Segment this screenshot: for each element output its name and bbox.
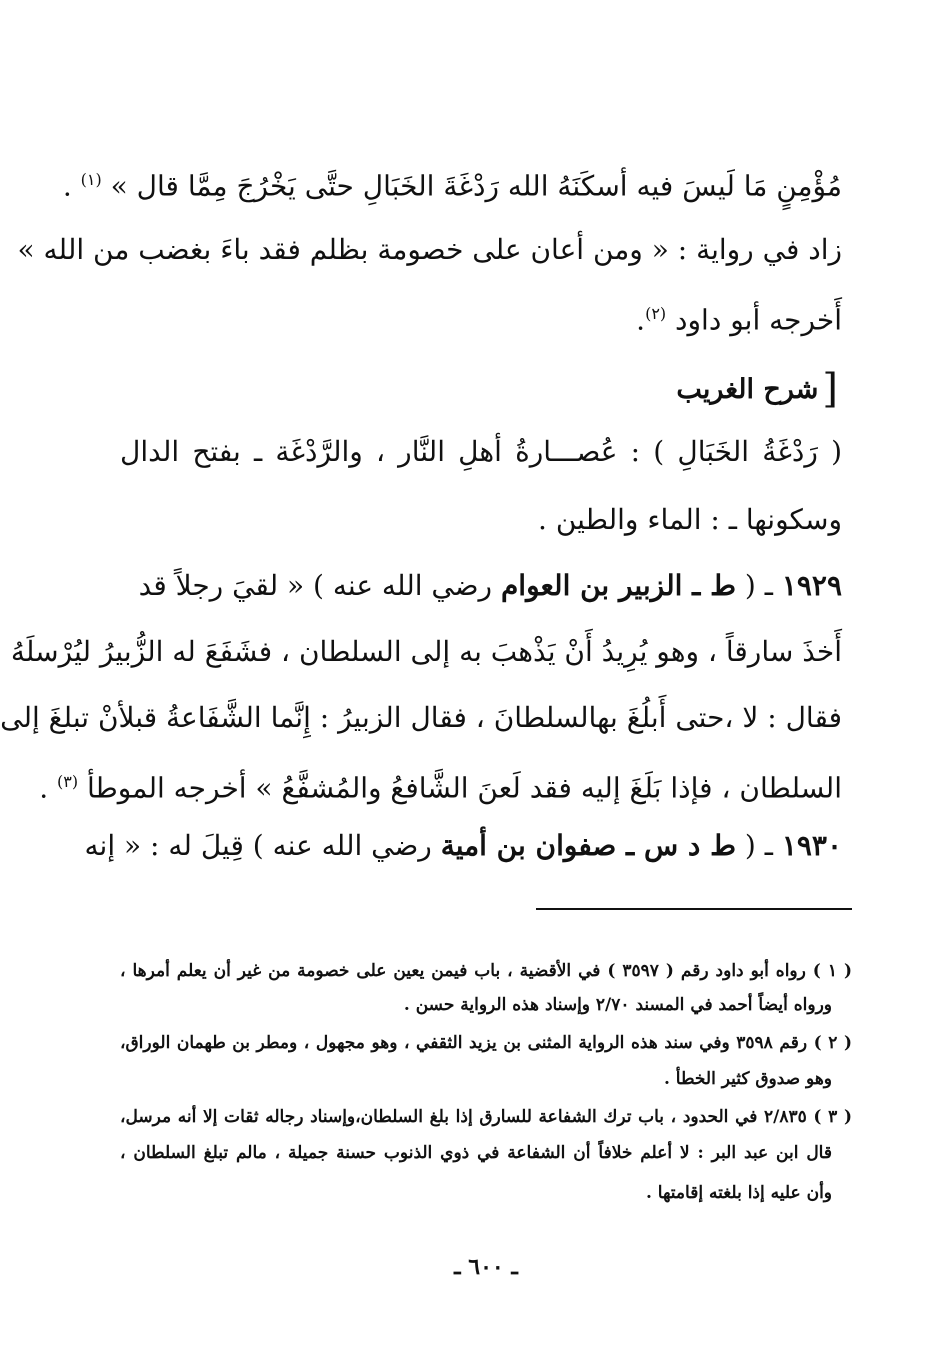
hadith-1930-rest: رضي الله عنه ) قِيلَ له : « إنه <box>84 829 441 862</box>
hadith-1929-line <box>120 566 842 606</box>
text-line-8-body: فقال : لا ،حتى أَبلُغَ بهالسلطانَ ، فقال الزبيرُ : إِنَّما الشَّفَاعةُ قبلأنْ تبلغَ إلى <box>0 701 842 734</box>
hadith-number-1929: ١٩٢٩ <box>781 569 842 602</box>
text-line-3 <box>120 294 842 340</box>
footnote-2-line-b: وهو صدوق كثير الخطأ . <box>663 1069 832 1089</box>
footnote-2-line-a: ( ٢ ) رقم ٣٥٩٨ وفي سند هذه الرواية المثنى بن يزيد الثقفي ، وهو مجهول ، ومطر بن طهمان الوراق، <box>120 1033 852 1053</box>
text-line-9 <box>39 762 842 808</box>
text-line-1 <box>62 160 842 206</box>
hadith-number-1930: ١٩٣٠ <box>781 829 842 862</box>
footnote-divider <box>536 908 852 910</box>
hadith-1929-sep: ـ ( <box>736 569 782 602</box>
text-line-4 <box>120 432 842 472</box>
hadith-1930-sep: ـ ( <box>736 829 782 862</box>
footnote-3-line-a: ( ٣ ) ٢/٨٣٥ في الحدود ، باب ترك الشفاعة للسارق إذا بلغ السلطان،وإسناد رجاله ثقات إلا أنه مرسل، <box>120 1107 852 1127</box>
footnote-ref-2: (٢) <box>645 304 667 323</box>
hadith-1930-source: ط د س ـ صفوان بن أمية <box>440 829 737 862</box>
text-line-8 <box>0 698 842 738</box>
footnote-ref-1: (١) <box>80 170 102 189</box>
text-line-7-body: أَخذَ سارقاً ، وهو يُرِيدُ أَنْ يَذْهبَ به إلى السلطان ، فشَفَعَ له الزُّبيرُ ليُرْسلَهُ <box>10 635 842 668</box>
text-line-3-end: . <box>636 303 646 337</box>
text-line-5-body: وسكونها ـ : الماء والطين . <box>538 503 842 536</box>
text-line-9-body: السلطان ، فإذا بَلَغَ إليه فقد لَعنَ الشَّافعُ والمُشفَّعُ » أخرجه الموطأ <box>78 771 842 805</box>
heading-text: شرح الغريب <box>676 373 819 405</box>
footnote-ref-3: (٣) <box>57 772 79 791</box>
text-line-5 <box>120 500 842 540</box>
footnote-3-line-b: قال ابن عبد البر : لا أعلم خلافاً أن الشفاعة في ذوي الذنوب حسنة جميلة ، مالم تبلغ السلطان ، <box>120 1143 832 1163</box>
footnote-1-line-a: ( ١ ) رواه أبو داود رقم ( ٣٥٩٧ ) في الأقضية ، باب فيمن يعين على خصومة من غير أن يعلم أمرها ، <box>120 961 852 981</box>
hadith-1929-rest: رضي الله عنه ) « لقيَ رجلاً قد <box>138 569 501 602</box>
text-line-9-end: . <box>39 771 57 805</box>
text-line-1-end: . <box>62 169 81 203</box>
footnote-1-line-b: ورواه أيضاً أحمد في المسند ٢/٧٠ وإسناد هذه الرواية حسن . <box>403 995 832 1015</box>
hadith-1930-line <box>84 826 842 866</box>
text-line-2 <box>17 230 842 270</box>
text-line-4-body: ( رَدْغَةُ الخَبَالِ ) : عُصـــارةُ أهلِ النَّار ، والرَّدْغَة ـ بفتح الدال <box>120 435 842 468</box>
text-line-2-body: زاد في رواية : « ومن أعان على خصومة بظلم فقد باءَ بغضب من الله » <box>17 233 842 266</box>
heading-bracket: [ <box>822 366 838 412</box>
footnote-3-line-c: وأن عليه إذا بلغته إقامتها . <box>645 1183 832 1203</box>
section-heading <box>676 366 842 412</box>
text-line-3-body: أَخرجه أبو داود <box>666 303 842 337</box>
page-number: ـ ٦٠٠ ـ <box>454 1254 518 1280</box>
hadith-1929-source: ط ـ الزبير بن العوام <box>500 569 737 602</box>
text-line-1-body: مُؤْمِنٍ مَا لَيسَ فيه أسكَنَهُ الله رَدْغَةَ الخَبَالِ حتَّى يَخْرُجَ مِمَّا قال » <box>101 169 842 203</box>
text-line-7 <box>10 632 842 672</box>
